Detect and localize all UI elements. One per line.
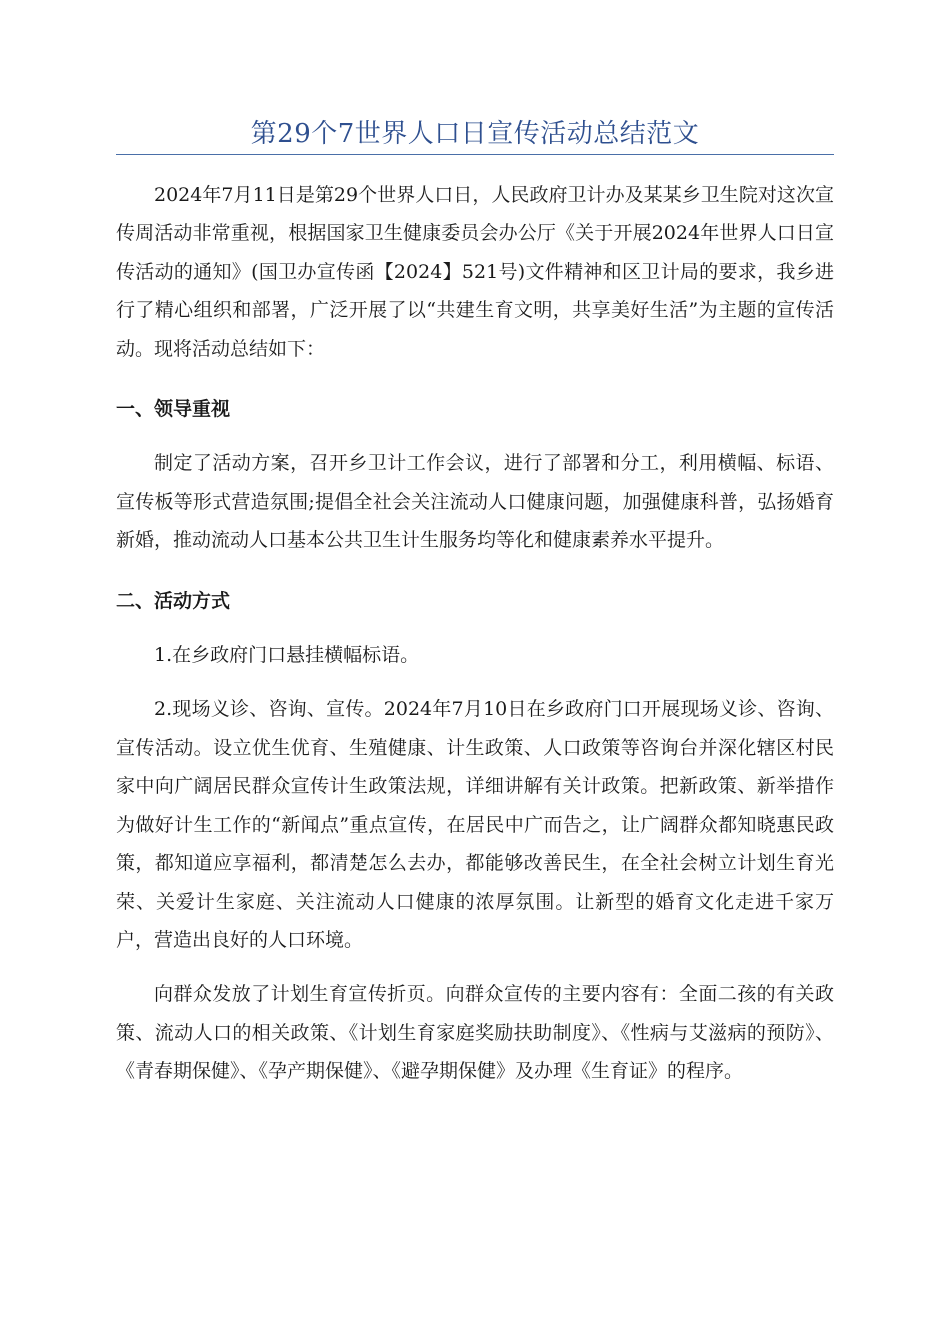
intro-paragraph: 2024年7月11日是第29个世界人口日，人民政府卫计办及某某乡卫生院对这次宣传周活动非常重视，根据国家卫生健康委员会办公厅《关于开展2024年世界人口日宣传活动的通知》(国卫办宣传函【2024】521号)文件精神和区卫计局的要求，我乡进行了精心组织和部署，广泛开展了以“共建生育文明，共享美好生活”为主题的宣传活动。现将活动总结如下：	[116, 184, 834, 360]
document-body	[116, 176, 834, 1091]
section2-item2: 2.现场义诊、咨询、宣传。2024年7月10日在乡政府门口开展现场义诊、咨询、宣传活动。设立优生优育、生殖健康、计生政策、人口政策等咨询台并深化辖区村民家中向广阔居民群众宣传计生政策法规，详细讲解有关计政策。把新政策、新举措作为做好计生工作的“新闻点”重点宣传，在居民中广而告之，让广阔群众都知晓惠民政策，都知道应享福利，都清楚怎么去办，都能够改善民生，在全社会树立计划生育光荣、关爱计生家庭、关注流动人口健康的浓厚氛围。让新型的婚育文化走进千家万户，营造出良好的人口环境。	[116, 698, 834, 951]
section2-item3: 向群众发放了计划生育宣传折页。向群众宣传的主要内容有：全面二孩的有关政策、流动人口的相关政策、《计划生育家庭奖励扶助制度》、《性病与艾滋病的预防》、《青春期保健》、《孕产期保健》、《避孕期保健》及办理《生育证》的程序。	[116, 983, 834, 1083]
section1-paragraph: 制定了活动方案，召开乡卫计工作会议，进行了部署和分工，利用横幅、标语、宣传板等形式营造氛围;提倡全社会关注流动人口健康问题，加强健康科普，弘扬婚育新婚，推动流动人口基本公共卫生计生服务均等化和健康素养水平提升。	[116, 452, 834, 552]
section1-heading: 一、领导重视	[116, 398, 231, 421]
document-title: 第29个7世界人口日宣传活动总结范文	[250, 119, 700, 149]
title-underline	[116, 154, 834, 155]
section2-heading: 二、活动方式	[116, 589, 231, 612]
section2-item1: 1.在乡政府门口悬挂横幅标语。	[154, 644, 420, 667]
